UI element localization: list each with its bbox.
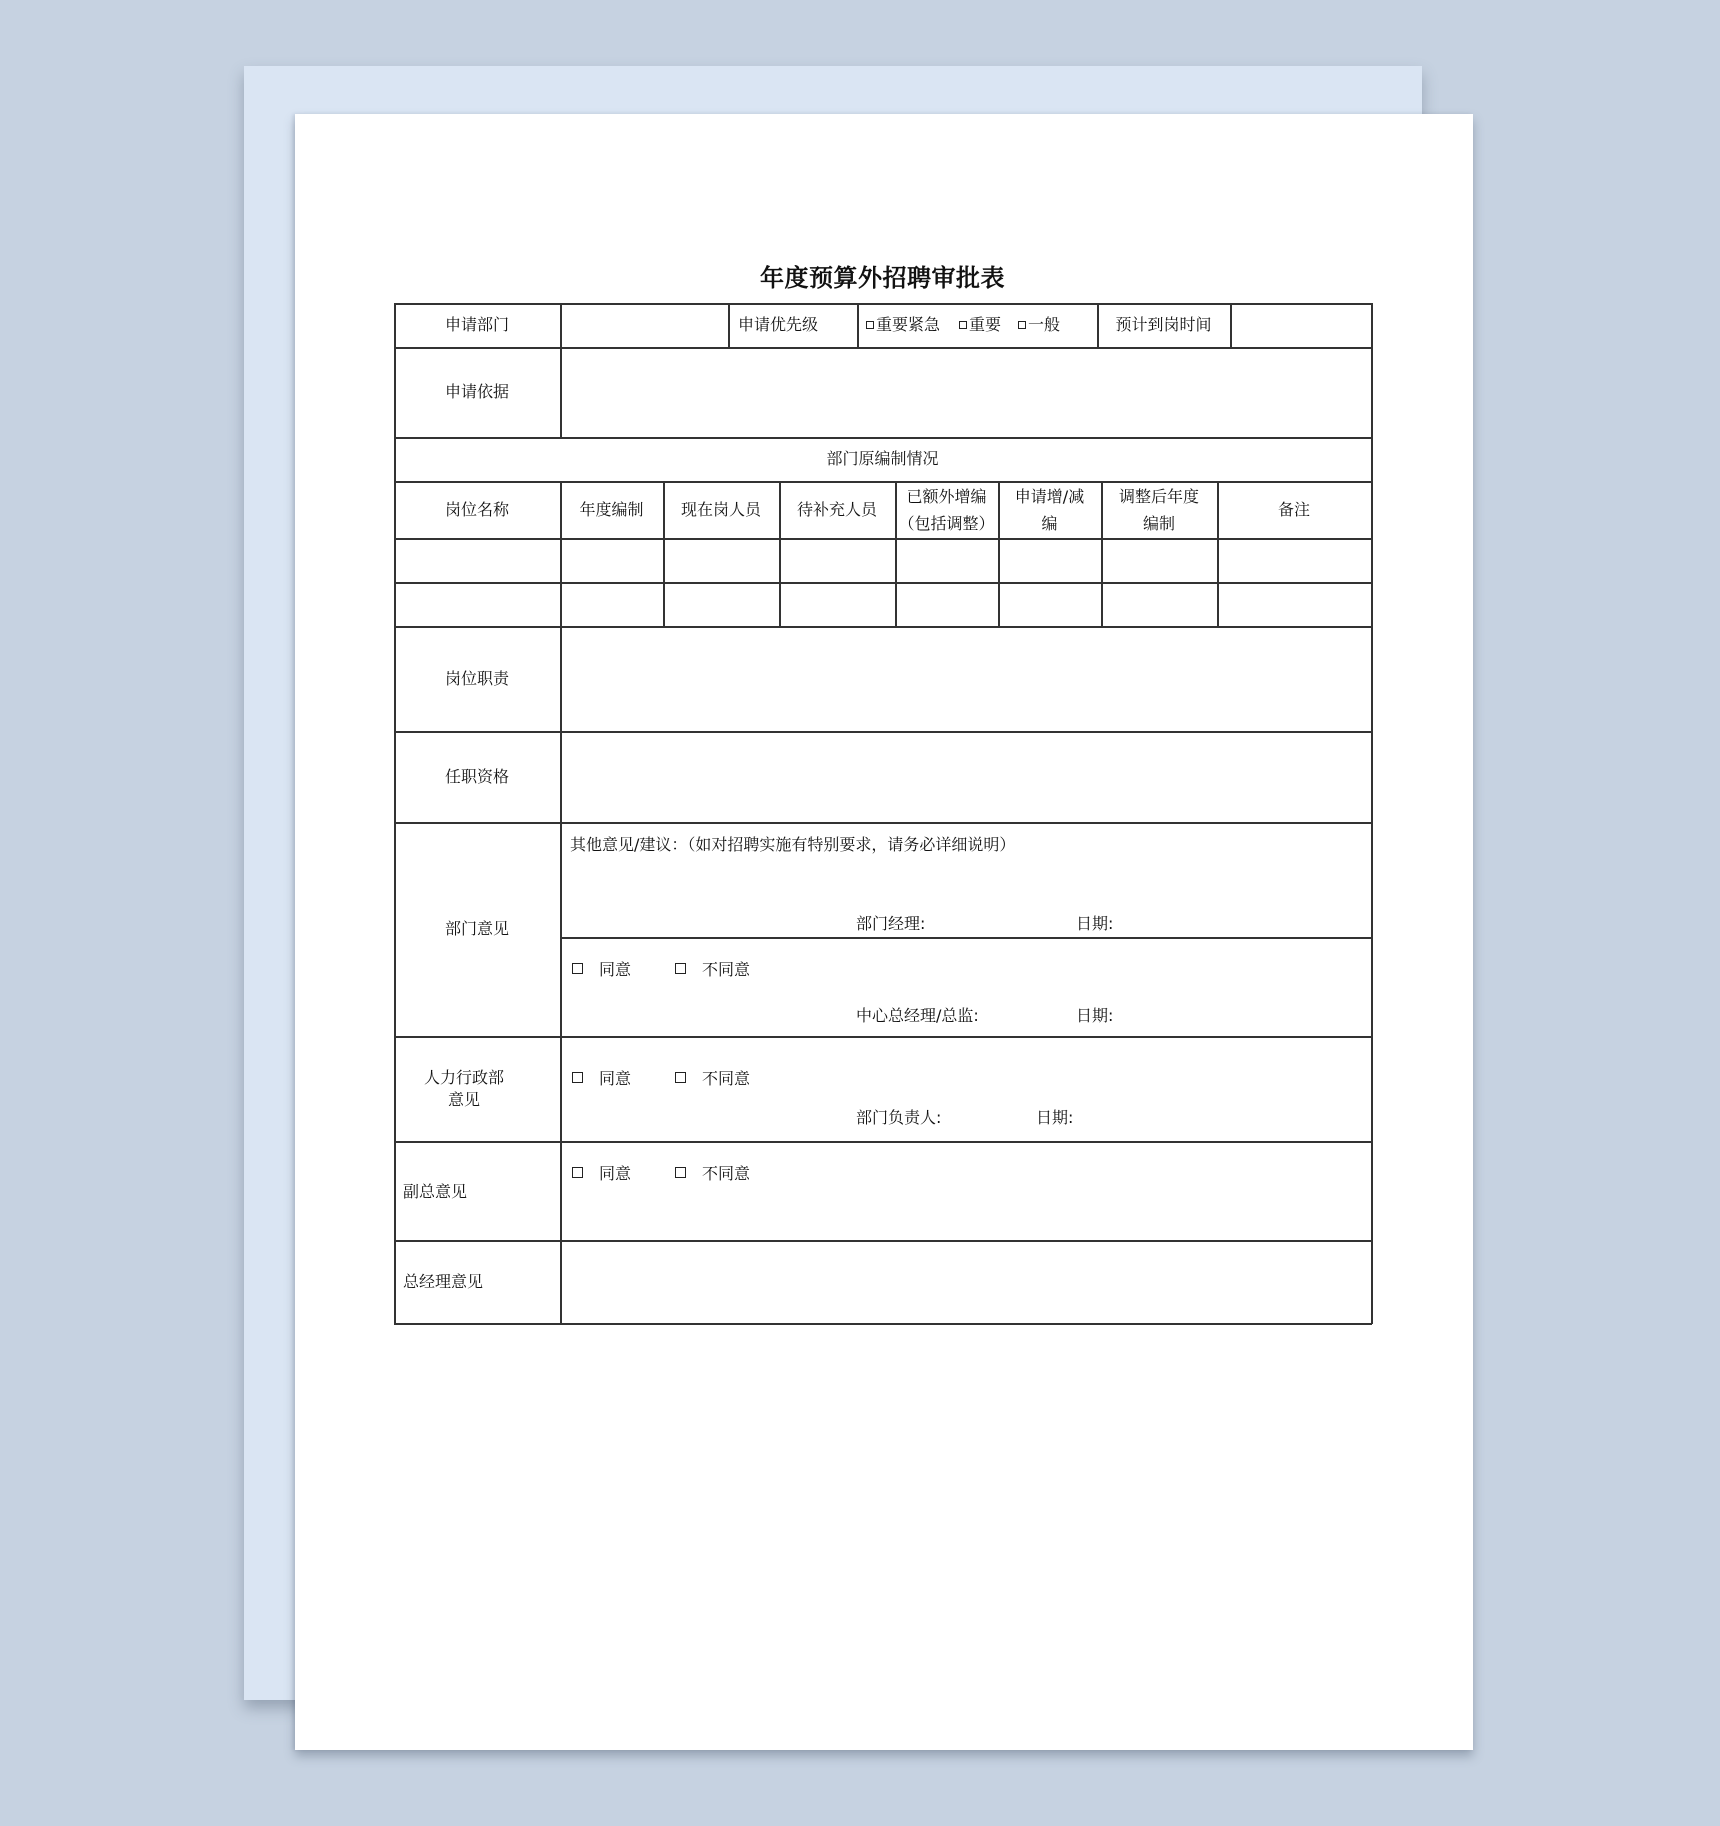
dept-opinion-label: 部门意见: [444, 919, 509, 939]
duties-input[interactable]: [561, 627, 1370, 730]
gm-opinion-label: 总经理意见: [403, 1272, 484, 1291]
vp-disagree-option[interactable]: 不同意: [675, 1164, 750, 1184]
cell-input[interactable]: [664, 583, 779, 626]
vp-agree-option[interactable]: 同意: [572, 1164, 631, 1184]
checkbox-icon[interactable]: [1018, 321, 1026, 329]
checkbox-icon[interactable]: [572, 1072, 583, 1083]
vp-opinion-label: 副总意见: [403, 1182, 468, 1201]
priority-option-normal[interactable]: 一般: [1018, 315, 1060, 335]
col-header-request-change: 申请增/减 编: [1014, 486, 1085, 533]
dept-input[interactable]: [561, 304, 727, 346]
col-header-annual-quota: 年度编制: [579, 499, 644, 519]
col-header-extra-added: 已额外增编 （包括调整）: [898, 486, 995, 533]
col-header-remarks: 备注: [1277, 499, 1310, 519]
cell-input[interactable]: [896, 583, 998, 626]
hr-date-label: 日期:: [1036, 1108, 1074, 1127]
dept-manager-signature-label: 部门经理:: [856, 914, 926, 933]
hr-opinion-label: 人力行政部 意见: [423, 1067, 504, 1109]
form-title: 年度预算外招聘审批表: [760, 264, 1005, 292]
checkbox-icon[interactable]: [572, 1167, 583, 1178]
cell-input[interactable]: [896, 539, 998, 582]
col-header-position: 岗位名称: [444, 499, 509, 519]
cell-input[interactable]: [1218, 539, 1370, 582]
cell-input[interactable]: [561, 583, 663, 626]
cell-input[interactable]: [561, 539, 663, 582]
other-suggestions-prompt: 其他意见/建议：（如对招聘实施有特别要求，请务必详细说明）: [570, 835, 1016, 854]
col-header-to-fill: 待补充人员: [796, 499, 877, 519]
basis-input[interactable]: [561, 348, 1370, 436]
cell-input[interactable]: [1102, 539, 1217, 582]
dept-disagree-option[interactable]: 不同意: [675, 960, 750, 980]
checkbox-icon[interactable]: [675, 1167, 686, 1178]
qualifications-label: 任职资格: [444, 766, 509, 786]
col-header-current-staff: 现在岗人员: [680, 499, 761, 519]
checkbox-icon[interactable]: [959, 321, 967, 329]
gm-opinion-input[interactable]: [561, 1241, 1370, 1322]
center-director-date-label: 日期:: [1076, 1006, 1114, 1025]
dept-label: 申请部门: [444, 315, 509, 335]
cell-input[interactable]: [999, 539, 1101, 582]
dept-agree-option[interactable]: 同意: [572, 960, 631, 980]
cell-input[interactable]: [780, 583, 895, 626]
basis-label: 申请依据: [444, 382, 509, 402]
cell-input[interactable]: [999, 583, 1101, 626]
checkbox-icon[interactable]: [675, 963, 686, 974]
hr-disagree-option[interactable]: 不同意: [675, 1069, 750, 1089]
checkbox-icon[interactable]: [866, 321, 874, 329]
cell-input[interactable]: [1102, 583, 1217, 626]
cell-input[interactable]: [780, 539, 895, 582]
hr-agree-option[interactable]: 同意: [572, 1069, 631, 1089]
priority-option-important[interactable]: 重要: [959, 315, 1001, 335]
arrival-time-label: 预计到岗时间: [1115, 315, 1212, 335]
arrival-time-input[interactable]: [1231, 304, 1370, 346]
checkbox-icon[interactable]: [675, 1072, 686, 1083]
qualifications-input[interactable]: [561, 732, 1370, 821]
cell-input[interactable]: [395, 539, 560, 582]
duties-label: 岗位职责: [444, 668, 509, 688]
cell-input[interactable]: [395, 583, 560, 626]
center-director-signature-label: 中心总经理/总监:: [856, 1006, 979, 1025]
hr-head-signature-label: 部门负责人:: [856, 1108, 942, 1127]
staffing-section-title: 部门原编制情况: [826, 449, 939, 469]
col-header-adjusted-quota: 调整后年度 编制: [1118, 486, 1199, 533]
checkbox-icon[interactable]: [572, 963, 583, 974]
priority-label: 申请优先级: [738, 315, 819, 335]
cell-input[interactable]: [1218, 583, 1370, 626]
cell-input[interactable]: [664, 539, 779, 582]
priority-option-urgent[interactable]: 重要紧急: [866, 315, 940, 335]
dept-manager-date-label: 日期:: [1076, 914, 1114, 933]
